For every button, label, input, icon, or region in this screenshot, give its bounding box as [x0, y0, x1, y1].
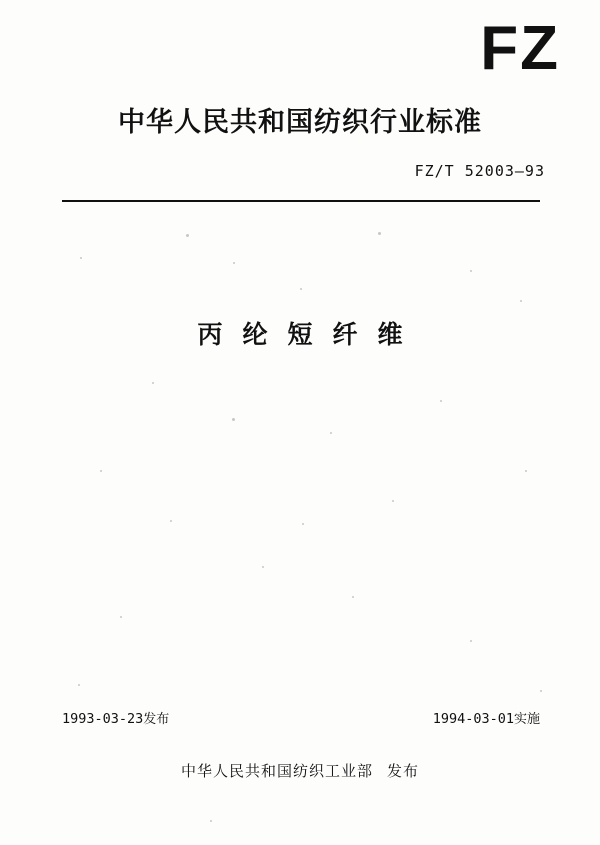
header-divider [62, 200, 540, 202]
scan-speckle [330, 432, 332, 434]
effective-label: 实施 [513, 712, 540, 727]
scan-speckle [378, 232, 381, 235]
document-title: 丙纶短纤维 [197, 320, 423, 349]
release-label: 发布 [143, 712, 170, 727]
scan-speckle [520, 300, 522, 302]
scan-speckle [540, 690, 542, 692]
scan-speckle [232, 418, 235, 421]
scan-speckle [525, 470, 527, 472]
scan-speckle [470, 270, 472, 272]
scan-speckle [440, 400, 442, 402]
scan-speckle [392, 500, 394, 502]
scan-speckle [78, 684, 80, 686]
scan-speckle [233, 262, 235, 264]
scan-speckle [262, 566, 264, 568]
scan-speckle [100, 470, 102, 472]
publisher-label: 发布 [387, 762, 420, 780]
scan-speckle [120, 616, 122, 618]
standard-number: FZ/T 52003—93 [414, 162, 545, 180]
publisher-name: 中华人民共和国纺织工业部 [180, 762, 373, 780]
scan-speckle [302, 523, 304, 525]
scan-speckle [170, 520, 172, 522]
scan-speckle [300, 288, 302, 290]
scan-speckle [152, 382, 154, 384]
date-row [62, 708, 540, 727]
effective-date: 1994-03-01 [432, 711, 514, 727]
scan-speckle [80, 257, 82, 259]
release-date-item [62, 708, 169, 727]
scan-speckle [352, 596, 354, 598]
standard-series-title: 中华人民共和国纺织行业标准 [118, 107, 482, 138]
scan-speckle [210, 820, 212, 822]
effective-date-item [433, 708, 540, 727]
scan-speckle [470, 640, 472, 642]
scan-speckle [186, 234, 189, 237]
release-date: 1993-03-23 [62, 711, 144, 727]
publisher-line [0, 760, 600, 781]
fz-logo: FZ [480, 14, 560, 83]
